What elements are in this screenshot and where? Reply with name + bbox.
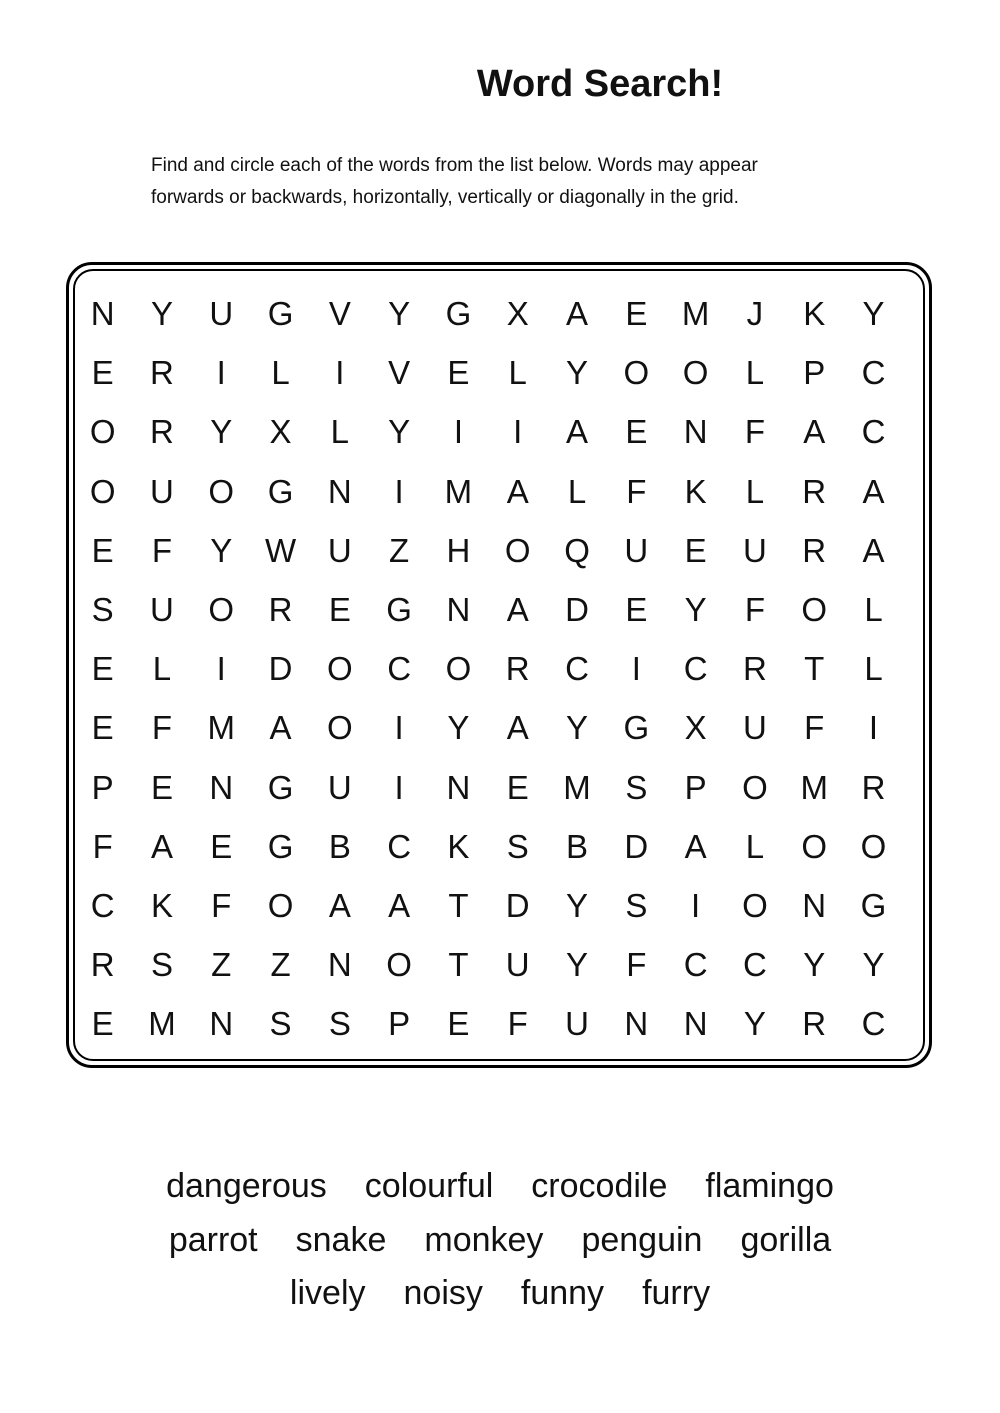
grid-cell[interactable]: A (566, 413, 589, 451)
grid-cell[interactable]: U (624, 531, 649, 569)
instructions-line-1: Find and circle each of the words from the list below. Words may appear (151, 155, 758, 176)
grid-cell[interactable]: C (861, 1005, 886, 1043)
grid-cell[interactable]: I (394, 709, 404, 747)
grid-cell[interactable]: C (861, 413, 886, 451)
grid-cell[interactable]: E (91, 354, 114, 392)
word-list-item: snake (295, 1220, 387, 1259)
grid-cell[interactable]: X (269, 413, 292, 451)
grid-cell[interactable]: R (861, 768, 886, 806)
grid-cell[interactable]: N (683, 1005, 708, 1043)
grid-cell[interactable]: O (504, 531, 531, 569)
grid-cell[interactable]: T (448, 886, 469, 924)
grid-cell[interactable]: Y (210, 413, 233, 451)
grid-cell[interactable]: H (446, 531, 471, 569)
grid-cell[interactable]: Z (270, 946, 291, 984)
grid-cell[interactable]: S (150, 946, 173, 984)
grid-cell[interactable]: N (327, 946, 352, 984)
grid-cell[interactable]: F (211, 886, 232, 924)
page-title: Word Search! (476, 63, 724, 105)
word-list-item: furry (642, 1274, 711, 1312)
grid-cell[interactable]: U (150, 590, 174, 628)
grid-cell[interactable]: N (802, 886, 827, 924)
word-list-item: dangerous (166, 1167, 327, 1205)
grid-cell[interactable]: C (683, 946, 708, 984)
grid-row (73, 994, 903, 1053)
word-list-item: colourful (364, 1167, 494, 1205)
grid-cell[interactable]: F (151, 709, 173, 747)
grid-cell[interactable]: K (150, 886, 173, 924)
grid-cell[interactable]: C (683, 650, 708, 688)
grid-cell[interactable]: A (506, 590, 529, 628)
grid-cell[interactable]: E (506, 768, 529, 806)
grid-cell[interactable]: A (506, 709, 529, 747)
grid-cell[interactable]: T (448, 946, 469, 984)
grid-row (73, 639, 903, 698)
grid-cell[interactable]: O (89, 472, 116, 510)
grid-cell[interactable]: D (505, 886, 530, 924)
grid-row (73, 402, 903, 461)
grid-cell[interactable]: Y (388, 295, 411, 332)
grid-cell[interactable]: I (394, 472, 404, 510)
grid-cell[interactable]: Y (150, 295, 173, 332)
grid-cell[interactable]: C (90, 886, 115, 924)
instructions-line-2: forwards or backwards, horizontally, vertically or diagonally in the grid. (151, 187, 739, 208)
word-list-item: flamingo (705, 1167, 834, 1205)
grid-cell[interactable]: W (264, 531, 297, 569)
grid-cell[interactable]: R (505, 650, 530, 688)
grid-cell[interactable]: E (91, 650, 114, 688)
grid-cell[interactable]: Y (862, 295, 885, 332)
grid-cell[interactable]: L (271, 354, 290, 392)
grid-cell[interactable]: O (327, 709, 353, 747)
grid-cell[interactable]: R (802, 472, 827, 510)
grid-cell[interactable]: N (624, 1005, 649, 1043)
grid-cell[interactable]: F (92, 827, 113, 865)
grid-cell[interactable]: O (623, 354, 650, 392)
grid-cell[interactable]: Y (803, 946, 826, 984)
grid-cell[interactable]: A (566, 295, 589, 332)
grid-row (73, 284, 903, 343)
grid-cell[interactable]: V (388, 354, 411, 392)
grid-cell[interactable]: R (268, 590, 293, 628)
grid-cell[interactable]: G (860, 886, 887, 924)
grid-cell[interactable]: U (742, 531, 767, 569)
grid-cell[interactable]: E (625, 590, 648, 628)
grid-cell[interactable]: V (328, 295, 351, 332)
grid-cell[interactable]: C (387, 650, 412, 688)
grid-cell[interactable]: R (150, 354, 174, 392)
grid-cell[interactable]: G (445, 295, 472, 332)
grid-cell[interactable]: I (335, 354, 345, 392)
grid-cell[interactable]: L (864, 650, 883, 688)
grid-cell[interactable]: I (513, 413, 523, 451)
grid-cell[interactable]: A (862, 531, 885, 569)
grid-cell[interactable]: N (209, 1005, 234, 1043)
letter-grid (73, 284, 903, 1053)
grid-cell[interactable]: E (91, 709, 114, 747)
grid-cell[interactable]: F (626, 472, 647, 510)
word-list-item: noisy (403, 1274, 483, 1312)
grid-cell[interactable]: F (151, 531, 173, 569)
grid-cell[interactable]: S (328, 1005, 351, 1043)
grid-cell[interactable]: C (742, 946, 767, 984)
grid-cell[interactable]: E (328, 590, 351, 628)
grid-cell[interactable]: D (268, 650, 293, 688)
word-list-item: gorilla (740, 1220, 832, 1259)
grid-cell[interactable]: E (625, 295, 648, 332)
grid-cell[interactable]: O (742, 886, 768, 924)
grid-cell[interactable]: E (684, 531, 707, 569)
word-list (0, 1160, 1000, 1321)
grid-cell[interactable]: I (631, 650, 641, 688)
grid-cell[interactable]: S (91, 590, 114, 628)
grid-cell[interactable]: G (267, 295, 294, 332)
grid-cell[interactable]: C (565, 650, 589, 688)
grid-cell[interactable]: X (506, 295, 529, 332)
word-list-item: parrot (168, 1220, 258, 1259)
grid-cell[interactable]: F (744, 413, 765, 451)
grid-cell[interactable]: I (216, 354, 226, 392)
grid-cell[interactable]: N (446, 590, 471, 628)
grid-row (73, 758, 903, 817)
grid-cell[interactable]: R (90, 946, 115, 984)
grid-cell[interactable]: E (91, 531, 114, 569)
grid-cell[interactable]: Y (743, 1005, 766, 1043)
grid-cell[interactable]: M (800, 768, 828, 806)
grid-cell[interactable]: M (563, 768, 591, 806)
grid-cell[interactable]: D (624, 827, 649, 865)
grid-cell[interactable]: I (216, 650, 226, 688)
grid-cell[interactable]: Z (389, 531, 410, 569)
grid-cell[interactable]: O (208, 472, 235, 510)
grid-cell[interactable]: F (744, 590, 765, 628)
grid-cell[interactable]: F (626, 946, 647, 984)
grid-row (73, 343, 903, 402)
grid-cell[interactable]: M (681, 295, 710, 332)
grid-cell[interactable]: L (508, 354, 527, 392)
word-list-item: lively (289, 1274, 366, 1312)
grid-cell[interactable]: I (691, 886, 701, 924)
grid-cell[interactable]: O (327, 650, 353, 688)
grid-cell[interactable]: O (801, 590, 828, 628)
grid-row (73, 817, 903, 876)
grid-cell[interactable]: A (684, 827, 707, 865)
grid-row (73, 698, 903, 757)
grid-cell[interactable]: E (625, 413, 648, 451)
grid-cell[interactable]: U (327, 531, 352, 569)
grid-cell[interactable]: N (446, 768, 471, 806)
instructions (151, 150, 911, 214)
grid-cell[interactable]: Y (447, 709, 470, 747)
grid-cell[interactable]: A (150, 827, 173, 865)
grid-cell[interactable]: X (684, 709, 707, 747)
grid-cell[interactable]: P (388, 1005, 411, 1043)
grid-cell[interactable]: L (864, 590, 883, 628)
grid-cell[interactable]: A (388, 886, 411, 924)
grid-cell[interactable]: E (150, 768, 173, 806)
grid-cell[interactable]: I (868, 709, 879, 747)
grid-cell[interactable]: F (507, 1005, 528, 1043)
grid-cell[interactable]: N (683, 413, 708, 451)
grid-cell[interactable]: U (565, 1005, 589, 1043)
grid-cell[interactable]: I (394, 768, 404, 806)
grid-cell[interactable]: J (746, 295, 764, 332)
grid-cell[interactable]: D (565, 590, 589, 628)
grid-cell[interactable]: B (328, 827, 351, 865)
grid-cell[interactable]: O (445, 650, 472, 688)
grid-cell[interactable]: Y (862, 946, 885, 984)
grid-cell[interactable]: O (801, 827, 828, 865)
grid-cell[interactable]: N (209, 768, 234, 806)
grid-cell[interactable]: O (742, 768, 768, 806)
grid-cell[interactable]: A (862, 472, 885, 510)
grid-cell[interactable]: C (387, 827, 412, 865)
grid-cell[interactable]: L (152, 650, 172, 688)
grid-cell[interactable]: N (327, 472, 352, 510)
grid-cell[interactable]: U (742, 709, 767, 747)
grid-cell[interactable]: U (327, 768, 352, 806)
grid-row (73, 521, 903, 580)
grid-row (73, 876, 903, 935)
grid-cell[interactable]: U (505, 946, 530, 984)
grid-cell[interactable]: U (150, 472, 174, 510)
grid-cell[interactable]: S (625, 768, 648, 806)
grid-cell[interactable]: M (207, 709, 235, 747)
grid-cell[interactable]: P (684, 768, 707, 806)
grid-cell[interactable]: P (91, 768, 114, 806)
grid-cell[interactable]: K (447, 827, 470, 865)
grid-cell[interactable]: Y (388, 413, 411, 451)
grid-row (73, 935, 903, 994)
word-list-row (0, 1214, 1000, 1268)
word-list-row (0, 1160, 1000, 1214)
grid-cell[interactable]: M (444, 472, 473, 510)
grid-cell[interactable]: K (803, 295, 826, 332)
grid-cell[interactable]: Z (211, 946, 232, 984)
word-list-row (0, 1267, 1000, 1321)
grid-cell[interactable]: S (625, 886, 648, 924)
grid-cell[interactable]: Y (684, 590, 707, 628)
grid-cell[interactable]: M (148, 1005, 176, 1043)
grid-cell[interactable]: O (860, 827, 887, 865)
grid-cell[interactable]: A (506, 472, 529, 510)
word-list-item: funny (520, 1274, 605, 1312)
grid-cell[interactable]: L (330, 413, 350, 451)
grid-cell[interactable]: P (803, 354, 826, 392)
grid-cell[interactable]: L (745, 354, 765, 392)
word-list-item: crocodile (531, 1167, 668, 1205)
grid-cell[interactable]: L (745, 827, 765, 865)
grid-cell[interactable]: R (742, 650, 767, 688)
grid-cell[interactable]: A (328, 886, 351, 924)
grid-cell[interactable]: G (623, 709, 650, 747)
grid-cell[interactable]: T (804, 650, 825, 688)
grid-cell[interactable]: Y (566, 354, 589, 392)
grid-cell[interactable]: O (267, 886, 294, 924)
grid-cell[interactable]: E (447, 1005, 470, 1043)
grid-cell[interactable]: G (267, 827, 294, 865)
grid-cell[interactable]: S (269, 1005, 292, 1043)
grid-cell[interactable]: I (453, 413, 464, 451)
grid-row (73, 462, 903, 521)
grid-cell[interactable]: Y (566, 886, 589, 924)
grid-cell[interactable]: N (90, 295, 115, 332)
word-list-item: monkey (424, 1220, 544, 1259)
grid-cell[interactable]: E (210, 827, 233, 865)
grid-cell[interactable]: L (745, 472, 765, 510)
grid-cell[interactable]: E (91, 1005, 114, 1043)
grid-cell[interactable]: K (684, 472, 707, 510)
grid-cell[interactable]: R (802, 531, 827, 569)
grid-cell[interactable]: A (269, 709, 292, 747)
grid-cell[interactable]: B (566, 827, 589, 865)
grid-cell[interactable]: G (267, 768, 294, 806)
grid-cell[interactable]: Y (566, 709, 589, 747)
grid-cell[interactable]: C (861, 354, 886, 392)
grid-cell[interactable]: Y (210, 531, 233, 569)
grid-cell[interactable]: O (89, 413, 116, 451)
grid-row (73, 580, 903, 639)
grid-cell[interactable]: S (506, 827, 529, 865)
grid-cell[interactable]: Q (564, 531, 590, 569)
grid-cell[interactable]: G (267, 472, 294, 510)
grid-cell[interactable]: E (447, 354, 470, 392)
grid-cell[interactable]: A (803, 413, 826, 451)
grid-cell[interactable]: L (567, 472, 587, 510)
word-list-item: penguin (581, 1220, 703, 1259)
grid-cell[interactable]: F (804, 709, 825, 747)
grid-cell[interactable]: U (209, 295, 234, 332)
grid-cell[interactable]: R (150, 413, 174, 451)
grid-cell[interactable]: O (386, 946, 412, 984)
grid-cell[interactable]: G (386, 590, 412, 628)
grid-cell[interactable]: O (682, 354, 709, 392)
grid-cell[interactable]: R (802, 1005, 827, 1043)
grid-cell[interactable]: Y (566, 946, 589, 984)
grid-cell[interactable]: O (208, 590, 235, 628)
